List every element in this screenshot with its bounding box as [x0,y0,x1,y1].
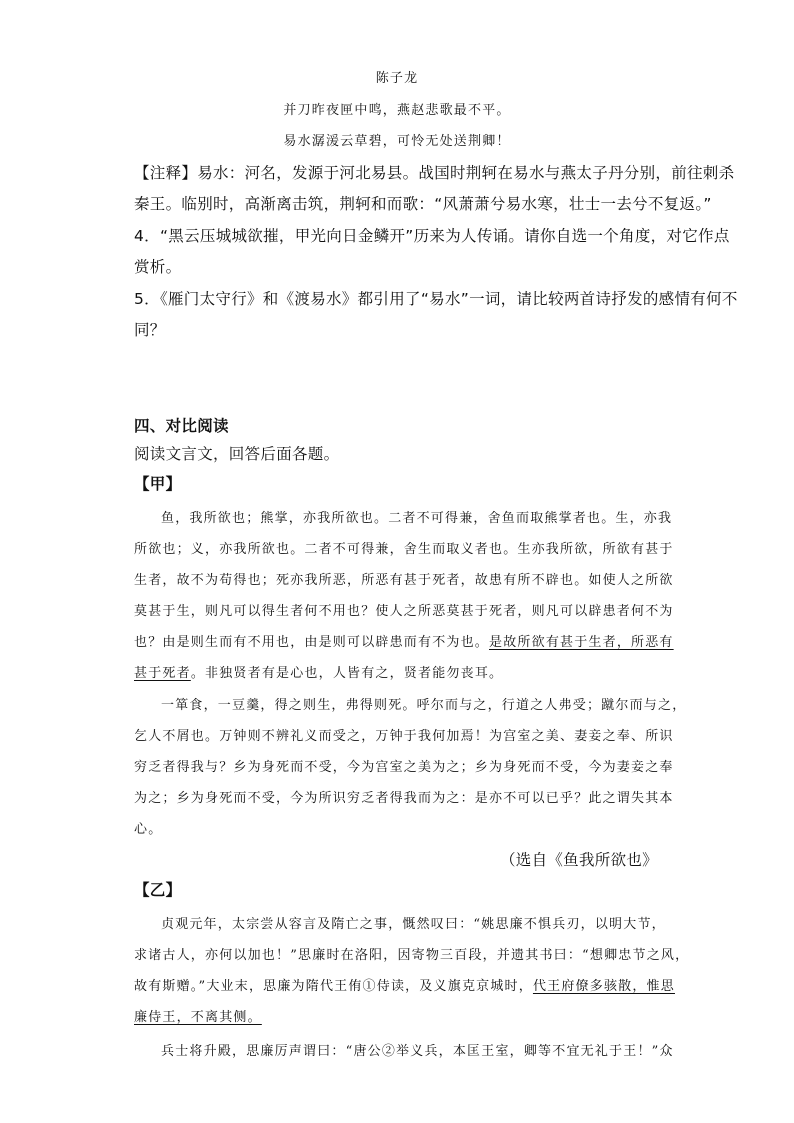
jia-underlined-sentence-part-1: 是故所欲有甚于生者，所恶有 [489,635,674,650]
jia-p1-line-2: 所欲也；义，亦我所欲也。二者不可得兼，舍生而取义者也。生亦我所欲，所欲有甚于 [134,542,674,557]
jia-p2-line-3: 穷乏者得我与？乡为身死而不受，今为宫室之美为之；乡为身死而不受，今为妻妾之奉 [134,760,674,775]
yi-p1-line-3-text: 故有斯赠。”大业末，思廉为隋代王侑①侍读，及义旗克京城时， [134,979,533,994]
jia-p1-line-6-text: 。非独贤者有是心也，人皆有之，贤者能勿丧耳。 [190,666,504,681]
section-heading: 四、对比阅读 [134,417,229,435]
yi-p1-line-4 [134,1006,262,1025]
jia-underlined-sentence-part-2: 甚于死者 [134,666,191,681]
yi-p1-line-3 [134,975,675,994]
note-line-2: 秦王。临别时，高渐离击筑，荆轲和而歌：“风萧萧兮易水寒，壮士一去兮不复返。” [134,195,712,213]
yi-underlined-sentence-part-2: 廉侍王，不离其侧。 [134,1010,262,1025]
note-line-1: 【注释】易水：河名，发源于河北易县。战国时荆轲在易水与燕太子丹分别，前往刺杀 [134,164,735,182]
question-4-line-2: 赏析。 [134,258,182,276]
section-instruction: 阅读文言文，回答后面各题。 [134,445,340,463]
jia-p2-line-2: 乞人不屑也。万钟则不辨礼义而受之，万钟于我何加焉！为宫室之美、妻妾之奉、所识 [134,729,674,744]
poem-line-1: 并刀昨夜匣中鸣，燕赵悲歌最不平。 [283,103,511,118]
yi-p1-line-1: 贞观元年，太宗尝从容言及隋亡之事，慨然叹曰：“姚思廉不惧兵刃，以明大节， [161,917,666,932]
jia-source: （选自《鱼我所欲也》 [499,851,658,869]
poem-author: 陈子龙 [375,71,419,86]
jia-p1-line-1: 鱼，我所欲也；熊掌，亦我所欲也。二者不可得兼，舍鱼而取熊掌者也。生，亦我 [161,511,673,526]
passage-jia-label: 【甲】 [134,475,182,493]
jia-p1-line-6 [134,662,503,681]
question-4-line-1: 4．“黑云压城城欲摧，甲光向日金鳞开”历来为人传诵。请你自选一个角度，对它作点 [134,227,730,245]
jia-p2-line-5: 心。 [134,822,163,837]
yi-underlined-sentence-part-1: 代王府僚多骇散，惟思 [532,979,675,994]
jia-p1-line-5 [134,631,674,650]
yi-p1-line-2: 求诸古人，亦何以加也！”思廉时在洛阳，因寄物三百段，并遗其书曰：“想卿忠节之风， [134,948,690,963]
jia-p2-line-4: 为之；乡为身死而不受，今为所识穷乏者得我而为之：是亦不可以已乎？此之谓失其本 [134,791,674,806]
yi-p2-line-1: 兵士将升殿，思廉厉声谓曰：“唐公②举义兵，本匡王室，卿等不宜无礼于王！”众 [161,1044,674,1059]
poem-line-2: 易水潺湲云草碧，可怜无处送荆卿！ [283,134,511,149]
jia-p2-line-1: 一箪食，一豆羹，得之则生，弗得则死。呼尔而与之，行道之人弗受；蹴尔而与之， [161,698,687,713]
question-5-line-2: 同？ [134,321,166,339]
jia-p1-line-5-text: 也？由是则生而有不用也，由是则可以辟患而有不为也。 [134,635,490,650]
question-5-line-1: 5．《雁门太守行》和《渡易水》都引用了“易水”一词，请比较两首诗抒发的感情有何不 [134,290,738,308]
jia-p1-line-3: 生者，故不为苟得也；死亦我所恶，所恶有甚于死者，故患有所不辟也。如使人之所欲 [134,573,674,588]
passage-yi-label: 【乙】 [134,881,182,899]
jia-p1-line-4: 莫甚于生，则凡可以得生者何不用也？使人之所恶莫甚于死者，则凡可以辟患者何不为 [134,604,674,619]
